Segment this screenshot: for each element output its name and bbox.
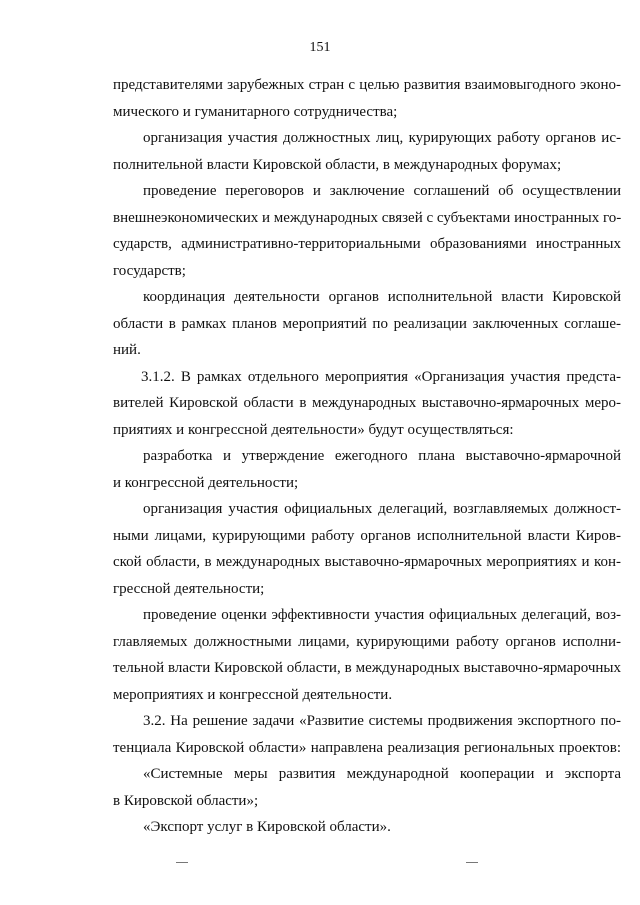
text-line: тенциала Кировской области» направлена реализация региональных проектов: — [113, 739, 621, 756]
text-line: ний. — [113, 342, 141, 358]
text-line: организация участия официальных делегаций, возглавляемых должност- — [143, 501, 621, 517]
text-line: области в рамках планов мероприятий по реализации заключенных соглаше- — [113, 315, 621, 332]
text-line: организация участия должностных лиц, курирующих работу органов ис- — [143, 130, 621, 146]
text-line: главляемых должностными лицами, курирующими работу органов исполни- — [113, 633, 621, 650]
text-line: тельной власти Кировской области, в международных выставочно-ярмарочных — [113, 660, 621, 676]
text-line: ской области, в международных выставочно-ярмарочных мероприятиях и кон- — [113, 554, 621, 570]
text-line: внешнеэкономических и международных связей с субъектами иностранных го- — [113, 209, 622, 226]
text-line: мического и гуманитарного сотрудничества; — [113, 103, 398, 120]
text-line: проведение оценки эффективности участия официальных делегаций, воз- — [143, 607, 621, 623]
text-line: мероприятиях и конгрессной деятельности. — [113, 686, 393, 703]
text-line: координация деятельности органов исполнительной власти Кировской — [143, 289, 621, 305]
text-line: «Экспорт услуг в Кировской области». — [143, 819, 391, 835]
text-line: «Системные меры развития международной кооперации и экспорта — [143, 766, 621, 782]
text-line: 3.2. На решение задачи «Развитие системы продвижения экспортного по- — [143, 713, 621, 729]
text-line: представителями зарубежных стран с целью развития взаимовыгодного эконо- — [113, 77, 621, 93]
text-line: вителей Кировской области в международных выставочно-ярмарочных меро- — [113, 395, 621, 411]
text-line: государств; — [113, 262, 186, 279]
text-line: проведение переговоров и заключение соглашений об осуществлении — [143, 183, 621, 199]
text-line: приятиях и конгрессной деятельности» будут осуществляться: — [113, 421, 514, 438]
text-line: полнительной власти Кировской области, в международных форумах; — [113, 156, 562, 173]
text-line: сударств, административно-территориальными образованиями иностранных — [113, 236, 621, 252]
scan-mark-left — [176, 862, 188, 863]
text-line: грессной деятельности; — [113, 580, 265, 597]
document-body — [113, 72, 621, 841]
text-line: в Кировской области»; — [113, 792, 259, 809]
text-line: 3.1.2. В рамках отдельного мероприятия «Организация участия предста- — [141, 368, 621, 385]
text-line: и конгрессной деятельности; — [113, 474, 299, 491]
scan-mark-right — [466, 862, 478, 863]
page-number: 151 — [309, 40, 331, 55]
text-line: ными лицами, курирующими работу органов исполнительной власти Киров- — [113, 527, 621, 544]
text-line: разработка и утверждение ежегодного плана выставочно-ярмарочной — [143, 448, 621, 464]
